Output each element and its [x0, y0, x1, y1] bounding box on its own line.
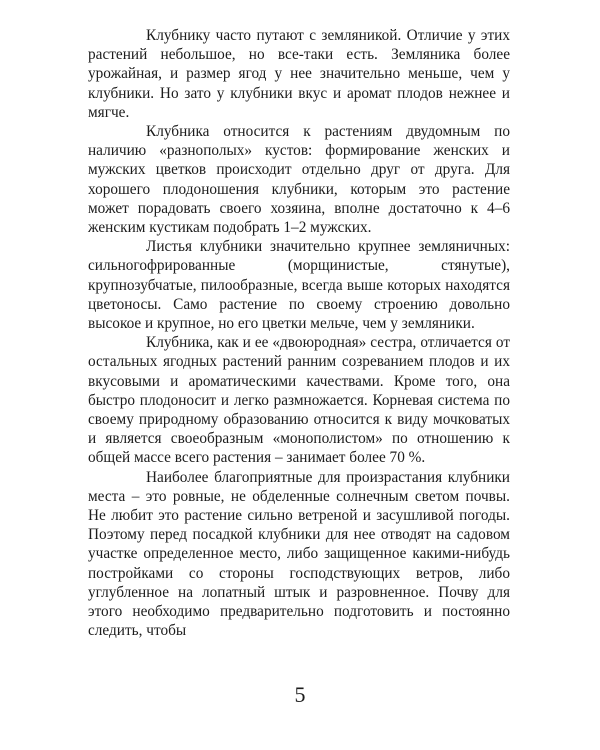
paragraph-3: Листья клубники значительно крупнее земляничных: сильногофрированные (морщинистые, стянутые), крупнозубчатые, пилообразные, всегда выше которых находятся цветоносы. Само растение по своему строению довольно высокое и крупное, но его цветки мельче, чем у земляники. [88, 238, 510, 333]
paragraph-2: Клубника относится к растениям двудомным по наличию «разнополых» кустов: формирование женских и мужских цветков происходит отдельно друг от друга. Для хорошего плодоношения клубники, которым это растение может порадовать своего хозяина, вполне достаточно к 4–6 женским кустикам подобрать 1–2 мужских. [88, 123, 510, 237]
paragraph-5: Наиболее благоприятные для произрастания клубники места – это ровные, не обделенные солнечным светом почвы. Не любит это растение сильно ветреной и засушливой погоды. Поэтому перед посадкой клубники для нее отводят на садовом участке определенное место, либо защищенное какими-нибудь постройками со стороны господствующих ветров, либо углубленное на лопатный штык и разровненное. Почву для этого необходимо предварительно подготовить и постоянно следить, чтобы [88, 468, 510, 640]
paragraph-1: Клубнику часто путают с земляникой. Отличие у этих растений небольшое, но все-таки есть. Земляника более урожайная, и размер ягод у нее значительно меньше, чем у клубники. Но зато у клубники вкус и аромат плодов нежнее и мягче. [88, 27, 510, 121]
page-body [88, 26, 510, 641]
paragraph-4: Клубника, как и ее «двоюродная» сестра, отличается от остальных ягодных растений ранним созреванием плодов и их вкусовыми и ароматическими качествами. Кроме того, она быстро плодоносит и легко размножается. Корневая система по своему природному образованию относится к виду мочковатых и является своеобразным «монополистом» по отношению к общей массе всего растения – занимает более 70 %. [88, 334, 510, 467]
page-number: 5 [294, 682, 306, 707]
